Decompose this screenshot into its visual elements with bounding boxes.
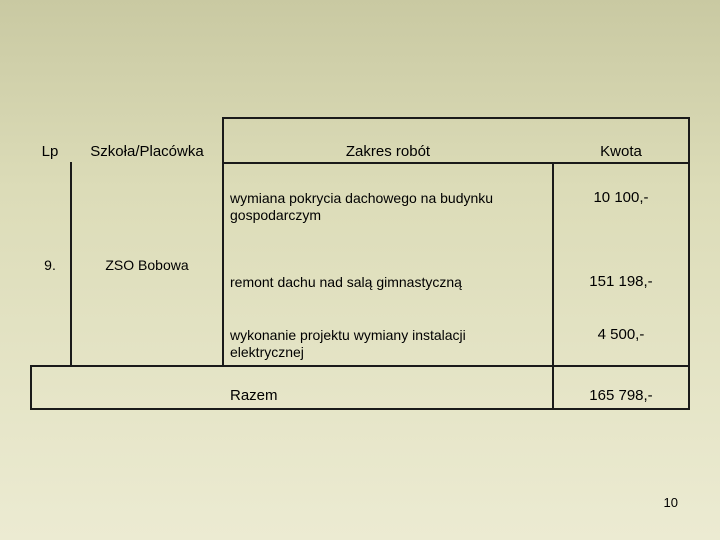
cell-school: ZSO Bobowa <box>105 257 189 273</box>
cell-lp: 9. <box>44 257 56 273</box>
table-right-border <box>688 117 690 410</box>
cell-scope-1: wymiana pokrycia dachowego na budynku gospodarczym <box>230 190 494 223</box>
header-bottom-border <box>222 162 690 164</box>
total-amount: 165 798,- <box>589 387 653 404</box>
cell-amount-2: 151 198,- <box>589 273 653 290</box>
table-bottom-border <box>30 408 690 410</box>
slide-number: 10 <box>663 495 678 510</box>
cell-amount-3: 4 500,- <box>597 326 645 343</box>
table-left-border <box>30 365 32 410</box>
header-lp: Lp <box>41 143 59 160</box>
header-scope: Zakres robót <box>345 143 431 160</box>
header-amount: Kwota <box>600 143 642 160</box>
table-top-border <box>222 117 690 119</box>
header-school: Szkoła/Placówka <box>90 143 204 160</box>
row-bottom-border <box>30 365 690 367</box>
cell-scope-3: wykonanie projektu wymiany instalacji elektrycznej <box>230 327 466 360</box>
cell-amount-1: 10 100,- <box>593 189 649 206</box>
total-label: Razem <box>230 387 278 404</box>
cell-scope-2: remont dachu nad salą gimnastyczną <box>230 274 462 290</box>
